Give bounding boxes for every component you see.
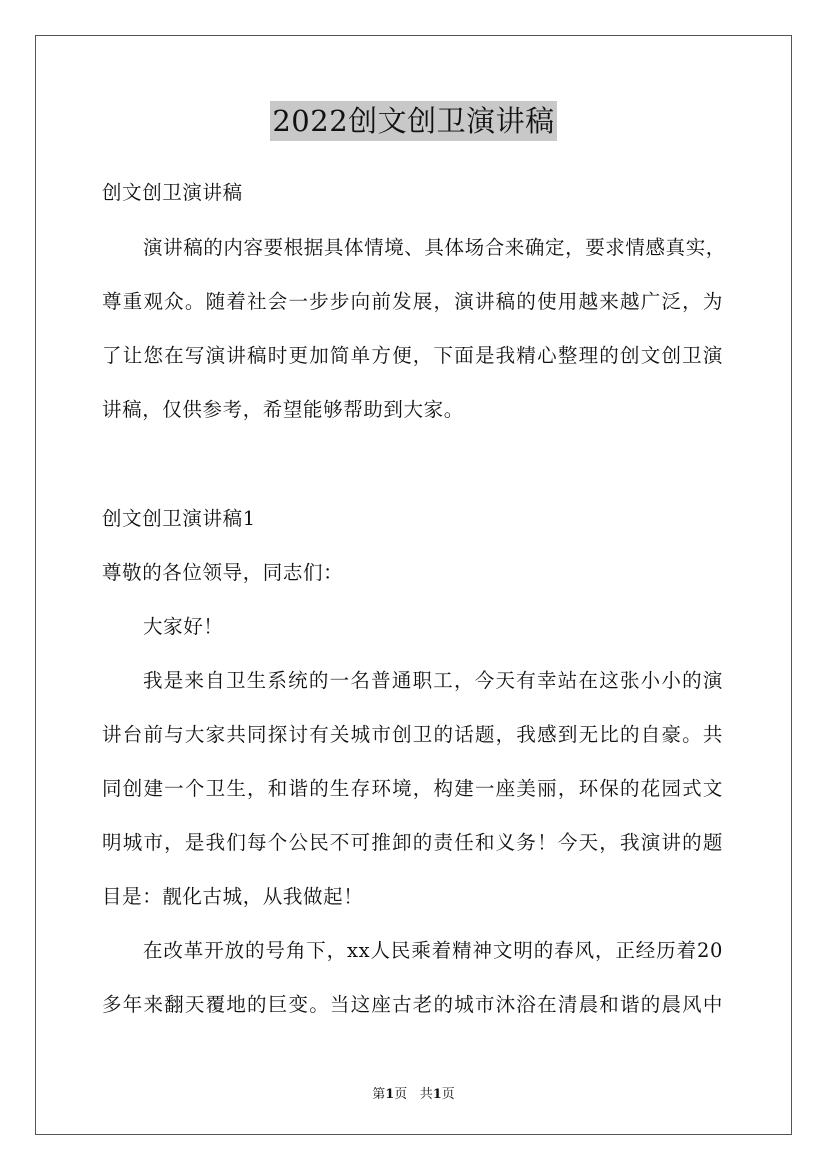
paragraph-line: 了让您在写演讲稿时更加简单方便，下面是我精心整理的创文创卫演	[102, 344, 723, 367]
page-number: 1	[385, 1087, 395, 1102]
paragraph-line: 讲稿，仅供参考，希望能够帮助到大家。	[102, 398, 464, 421]
paragraph-line: 目是：靓化古城，从我做起！	[102, 885, 364, 908]
paragraph-line: 在改革开放的号角下，xx人民乘着精神文明的春风，正经历着20	[143, 939, 723, 962]
paragraph-line: 尊重观众。随着社会一步步向前发展，演讲稿的使用越来越广泛，为	[102, 290, 723, 313]
title-wrap	[0, 101, 827, 141]
section-heading: 创文创卫演讲稿1	[102, 507, 256, 530]
document-title: 2022创文创卫演讲稿	[270, 101, 556, 141]
total-number: 1	[432, 1087, 442, 1102]
total-label: 共	[419, 1087, 433, 1102]
paragraph-line: 讲台前与大家共同探讨有关城市创卫的话题，我感到无比的自豪。共	[102, 723, 723, 746]
paragraph-line: 我是来自卫生系统的一名普通职工，今天有幸站在这张小小的演	[143, 669, 723, 692]
total-unit: 页	[441, 1087, 455, 1102]
page-unit: 页	[394, 1087, 408, 1102]
salutation-line: 尊敬的各位领导，同志们：	[102, 561, 344, 584]
paragraph-line: 明城市，是我们每个公民不可推卸的责任和义务！今天，我演讲的题	[102, 831, 723, 854]
paragraph-line: 同创建一个卫生，和谐的生存环境，构建一座美丽，环保的花园式文	[102, 777, 723, 800]
page-label: 第	[372, 1087, 386, 1102]
greeting-line: 大家好！	[143, 615, 224, 638]
paragraph-line: 多年来翻天覆地的巨变。当这座古老的城市沐浴在清晨和谐的晨风中	[102, 993, 723, 1016]
paragraph-line: 演讲稿的内容要根据具体情境、具体场合来确定，要求情感真实，	[143, 236, 726, 259]
page-footer	[0, 1083, 827, 1102]
subtitle-line: 创文创卫演讲稿	[102, 181, 243, 204]
